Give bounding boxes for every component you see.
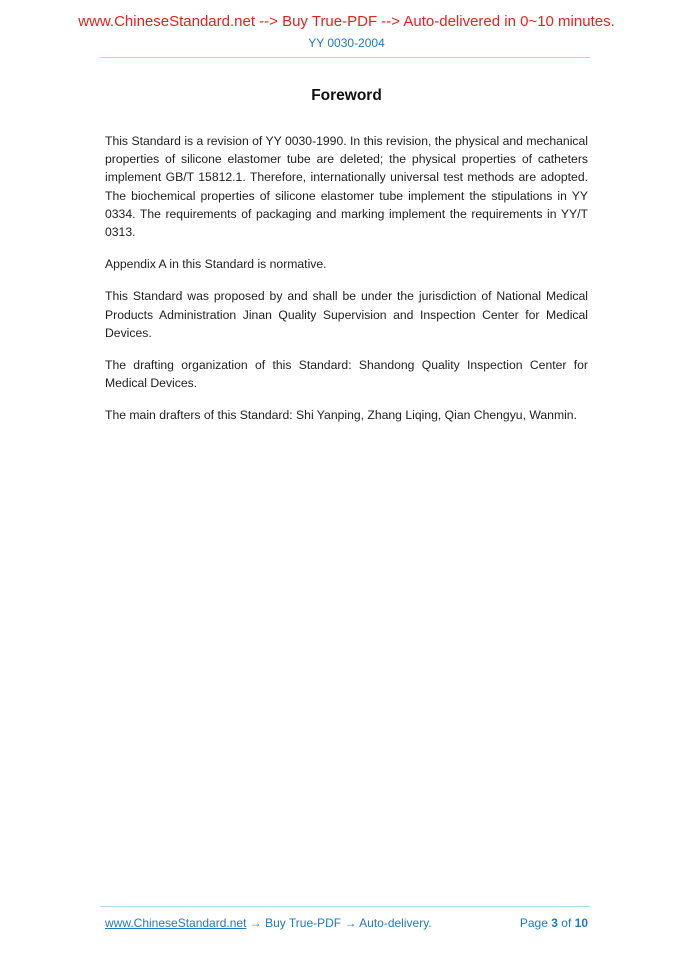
arrow-icon: → [344,916,357,930]
page-current: 3 [551,916,558,930]
promo-banner-link[interactable]: www.ChineseStandard.net --> Buy True-PDF --> Auto-delivered in 0~10 minutes. [78,13,615,30]
of-label: of [561,916,572,930]
page-total: 10 [574,916,588,930]
paragraph: This Standard was proposed by and shall be under the jurisdiction of National Medical Products Administration Jinan Quality Supervision and Inspection Center for Medical Devices. [105,289,588,340]
paragraph: The drafting organization of this Standard: Shandong Quality Inspection Center for Medical Devices. [105,358,588,391]
footer-buy-text: Buy True-PDF [265,916,342,930]
footer-delivery-text: Auto-delivery. [359,916,432,930]
document-body [105,87,588,439]
footer-promo [105,916,432,931]
header-divider [100,57,590,58]
page-indicator [520,916,588,931]
footer-divider [100,906,590,907]
footer-site-link[interactable]: www.ChineseStandard.net [105,916,247,930]
standard-number: YY 0030-2004 [308,36,385,50]
paragraph: Appendix A in this Standard is normative. [105,257,327,272]
page-title: Foreword [311,87,382,104]
paragraph: This Standard is a revision of YY 0030-1990. In this revision, the physical and mechanical properties of silicone elastomer tube are deleted; the physical properties of catheters implement GB/T 15812.1. Therefore, internationally universal test methods are adopted. The biochemical properties of silicone elastomer tube implement the stipulations in YY 0334. The requirements of packaging and marking implement the requirements in YY/T 0313. [105,134,588,240]
footer [105,916,588,931]
page-label: Page [519,916,548,930]
arrow-icon: → [249,916,262,930]
paragraph: The main drafters of this Standard: Shi Yanping, Zhang Liqing, Qian Chengyu, Wanmin. [105,408,577,423]
